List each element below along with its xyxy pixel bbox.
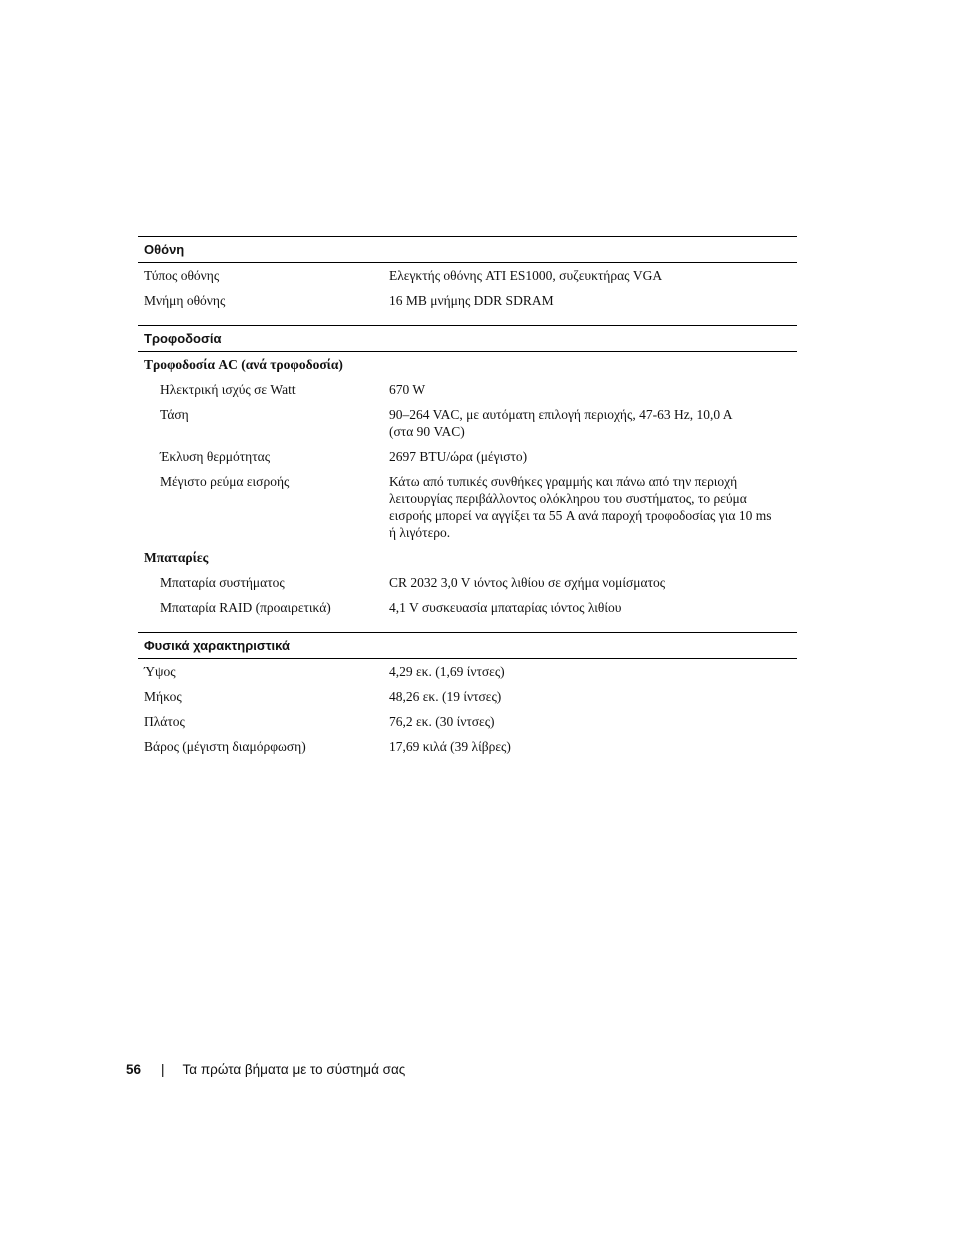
row-label: Πλάτος bbox=[144, 714, 185, 729]
table-row bbox=[138, 659, 797, 684]
row-value: CR 2032 3,0 V ιόντος λιθίου σε σχήμα νομίσματος bbox=[389, 575, 666, 590]
row-label: Μήκος bbox=[144, 689, 182, 704]
row-value bbox=[389, 406, 797, 440]
row-value: 4,1 V συσκευασία μπαταρίας ιόντος λιθίου bbox=[389, 600, 622, 615]
table-row bbox=[138, 734, 797, 759]
row-value: 76,2 εκ. (30 ίντσες) bbox=[389, 714, 495, 729]
row-label: Μπαταρία συστήματος bbox=[160, 575, 285, 590]
row-value: 48,26 εκ. (19 ίντσες) bbox=[389, 689, 502, 704]
table-row bbox=[138, 595, 797, 620]
row-value: 17,69 κιλά (39 λίβρες) bbox=[389, 739, 511, 754]
footer-title: Τα πρώτα βήματα με το σύστημά σας bbox=[182, 1062, 406, 1077]
section-body-physical bbox=[138, 659, 797, 759]
row-value: 670 W bbox=[389, 382, 426, 397]
subsection-header-batteries: Μπαταρίες bbox=[144, 550, 209, 565]
table-row bbox=[138, 709, 797, 734]
row-value-line: Κάτω από τυπικές συνθήκες γραμμής και πάνω από την περιοχή bbox=[389, 474, 738, 489]
row-value: 16 MB μνήμης DDR SDRAM bbox=[389, 293, 554, 308]
row-label: Μνήμη οθόνης bbox=[144, 293, 226, 308]
table-row bbox=[138, 263, 797, 288]
row-label: Μέγιστο ρεύμα εισροής bbox=[160, 474, 290, 489]
table-row bbox=[138, 570, 797, 595]
section-body-display bbox=[138, 263, 797, 325]
table-row bbox=[138, 444, 797, 469]
section-header-power: Τροφοδοσία bbox=[138, 325, 797, 352]
row-value: Ελεγκτής οθόνης ATI ES1000, συζευκτήρας VGA bbox=[389, 268, 663, 283]
row-label: Τάση bbox=[160, 407, 189, 422]
row-value-line: ή λιγότερο. bbox=[389, 525, 451, 540]
row-label: Μπαταρία RAID (προαιρετικά) bbox=[160, 600, 331, 615]
row-label: Ύψος bbox=[144, 664, 176, 679]
row-label: Τύπος οθόνης bbox=[144, 268, 220, 283]
table-row bbox=[138, 684, 797, 709]
spec-table bbox=[138, 236, 797, 759]
footer-separator: | bbox=[161, 1062, 165, 1077]
section-body-power bbox=[138, 352, 797, 632]
section-header-display: Οθόνη bbox=[138, 236, 797, 263]
row-label: Έκλυση θερμότητας bbox=[160, 449, 271, 464]
page-footer bbox=[126, 1062, 405, 1077]
row-value-line: (στα 90 VAC) bbox=[389, 424, 465, 439]
row-label: Βάρος (μέγιστη διαμόρφωση) bbox=[144, 739, 306, 754]
row-value: 2697 BTU/ώρα (μέγιστο) bbox=[389, 449, 528, 464]
page-number: 56 bbox=[126, 1062, 142, 1077]
row-value-line: 90–264 VAC, με αυτόματη επιλογή περιοχής, 47-63 Hz, 10,0 A bbox=[389, 407, 733, 422]
row-value: 4,29 εκ. (1,69 ίντσες) bbox=[389, 664, 505, 679]
row-label: Ηλεκτρική ισχύς σε Watt bbox=[160, 382, 296, 397]
table-row bbox=[138, 377, 797, 402]
row-value bbox=[389, 473, 797, 541]
table-row bbox=[138, 288, 797, 313]
row-value-line: λειτουργίας περιβάλλοντος ολόκληρου του συστήματος, το ρεύμα bbox=[389, 491, 747, 506]
section-header-physical: Φυσικά χαρακτηριστικά bbox=[138, 632, 797, 659]
table-row bbox=[138, 469, 797, 545]
table-row bbox=[138, 402, 797, 444]
subsection-header-ac-power: Τροφοδοσία AC (ανά τροφοδοσία) bbox=[144, 357, 343, 372]
row-value-line: εισροής μπορεί να αγγίξει τα 55 A ανά παροχή τροφοδοσίας για 10 ms bbox=[389, 508, 772, 523]
